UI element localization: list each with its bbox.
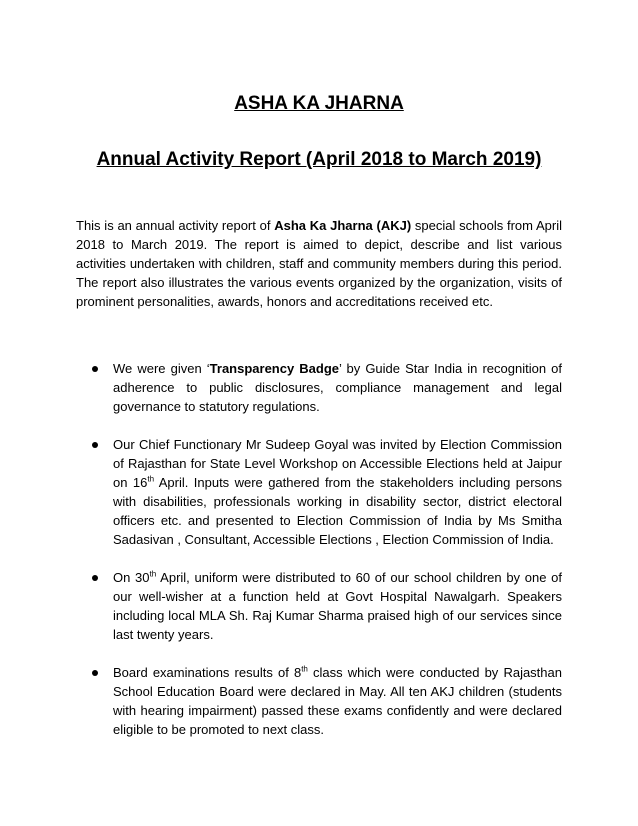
list-item xyxy=(76,359,562,416)
intro-paragraph xyxy=(76,216,562,311)
item-bold-text: Transparency Badge xyxy=(209,361,340,376)
item-text-post: ’ by Guide Star India in recognition of adherence to public disclosures, compliance management and legal governance to statutory regulations. xyxy=(113,361,562,414)
document-title: ASHA KA JHARNA xyxy=(234,93,404,114)
activity-list xyxy=(76,359,562,758)
item-text-pre: Our Chief Functionary Mr Sudeep Goyal was invited by Election Commission of Rajasthan for State Level Workshop on Accessible Elections held at Jaipur on 16 xyxy=(113,437,562,490)
bullet-icon xyxy=(92,442,98,448)
item-superscript: th xyxy=(149,569,157,579)
list-item xyxy=(76,663,562,739)
item-text-pre: Board examinations results of 8 xyxy=(113,665,302,680)
bullet-icon xyxy=(92,670,98,676)
item-superscript: th xyxy=(147,474,155,484)
bullet-icon xyxy=(92,575,98,581)
intro-text-post: special schools from April 2018 to March 2019. The report is aimed to depict, describe and list various activities undertaken with children, staff and community members during this period. The report also illustrates the various events organized by the organization, visits of prominent personalities, awards, honors and accreditations received etc. xyxy=(76,218,562,309)
item-superscript: th xyxy=(301,664,308,674)
intro-text-pre: This is an annual activity report of xyxy=(76,218,275,233)
item-text-post: class which were conducted by Rajasthan School Education Board were declared in May. All ten AKJ children (students with hearing impairment) passed these exams confidently and were declared eligible to be promoted to next class. xyxy=(113,665,562,737)
item-text-post: April. Inputs were gathered from the stakeholders including persons with disabilities, professionals working in disability sector, district electoral officers etc. and presented to Election Commission of India by Ms Smitha Sadasivan , Consultant, Accessible Elections , Election Commission of India. xyxy=(113,475,562,547)
list-item xyxy=(76,435,562,549)
item-text-pre: On 30 xyxy=(113,570,150,585)
item-text-post: April, uniform were distributed to 60 of our school children by one of our well-wisher at a function held at Govt Hospital Nawalgarh. Speakers including local MLA Sh. Raj Kumar Sharma praised high of our services since last twenty years. xyxy=(113,570,562,642)
item-text-pre: We were given ‘ xyxy=(113,361,210,376)
intro-org-name: Asha Ka Jharna (AKJ) xyxy=(274,218,412,233)
list-item xyxy=(76,568,562,644)
report-subtitle: Annual Activity Report (April 2018 to March 2019) xyxy=(96,149,542,170)
bullet-icon xyxy=(92,366,98,372)
